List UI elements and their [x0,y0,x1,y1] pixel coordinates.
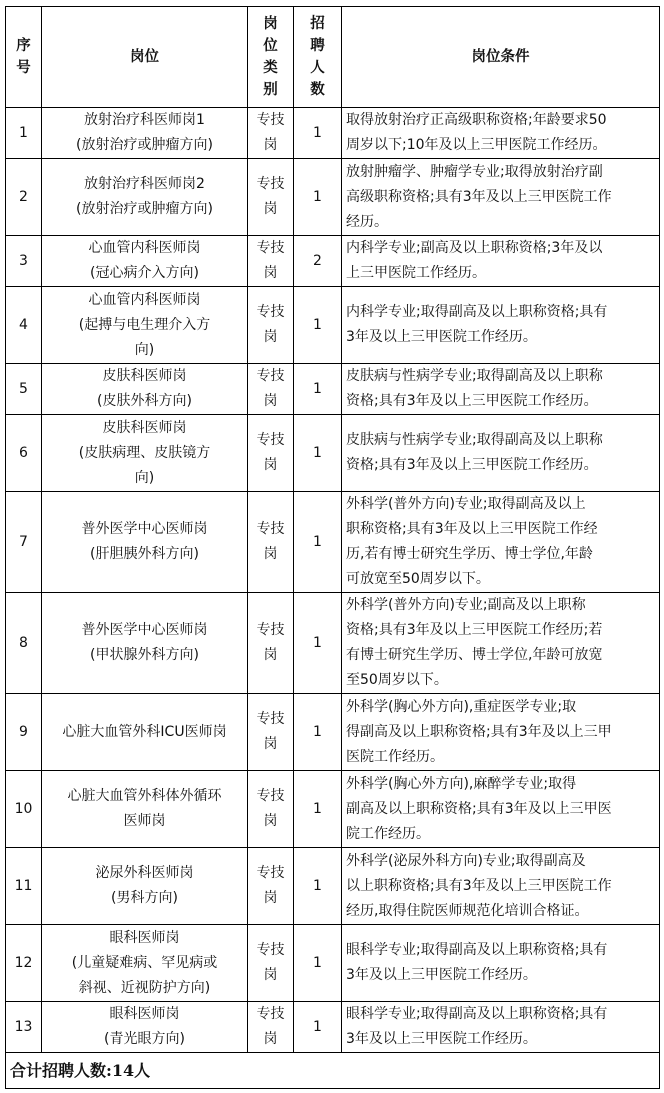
position-line: 皮肤科医师岗 [102,368,187,384]
cell-position [42,364,248,415]
cell-category [248,108,294,159]
requirement-line: 眼科学专业;取得副高及以上职称资格;具有 [346,942,608,958]
requirement-line: 眼科学专业;取得副高及以上职称资格;具有 [346,1006,608,1022]
position-line: 普外医学中心医师岗 [81,622,208,638]
requirement-line: 资格;具有3年及以上三甲医院工作经历。 [346,393,598,409]
requirement-line: 外科学(胸心外方向),麻醉学专业;取得 [346,775,577,792]
cell-position [42,415,248,492]
cell-count: 1 [294,287,342,364]
recruitment-table [5,6,660,1089]
requirement-line: 皮肤病与性病学专业;取得副高及以上职称 [346,432,603,448]
requirement-line: 3年及以上三甲医院工作经历。 [346,967,537,983]
category-line: 专技 [256,368,285,384]
cell-count: 2 [294,236,342,287]
category-line: 专技 [256,622,285,638]
cell-category [248,415,294,492]
category-line: 专技 [256,432,285,448]
category-line: 岗 [263,393,278,409]
position-line: 泌尿外科医师岗 [95,865,194,881]
cell-requirements [342,593,660,694]
cell-no: 13 [6,1002,42,1053]
header-count: 招 聘 人 数 [294,7,342,108]
category-line: 岗 [263,329,278,345]
cell-no: 10 [6,771,42,848]
cell-no: 11 [6,848,42,925]
cell-position [42,771,248,848]
requirement-line: 放射肿瘤学、肿瘤学专业;取得放射治疗副 [346,163,603,180]
cell-category [248,236,294,287]
position-line: (肝胆胰外科方向) [90,546,199,562]
cell-requirements [342,415,660,492]
cell-position [42,1002,248,1053]
table-row [6,415,660,492]
category-line: 岗 [263,813,278,829]
requirement-line: 外科学(胸心外方向),重症医学专业;取 [346,698,577,715]
total-text: 合计招聘人数:14人 [6,1053,660,1089]
category-line: 专技 [256,304,285,320]
position-line: (男科方向) [111,890,178,906]
position-line: (青光眼方向) [104,1031,185,1047]
cell-count: 1 [294,771,342,848]
category-line: 岗 [263,137,278,153]
cell-requirements [342,236,660,287]
cell-category [248,287,294,364]
cell-requirements [342,694,660,771]
cell-position [42,593,248,694]
requirement-line: 高级职称资格;具有3年及以上三甲医院工作 [346,188,612,205]
requirement-line: 职称资格;具有3年及以上三甲医院工作经 [346,521,598,537]
position-line: 向) [134,341,155,358]
table-row [6,771,660,848]
category-line: 岗 [263,647,278,663]
requirement-line: 经历。 [346,213,388,230]
cell-requirements [342,159,660,236]
cell-no: 8 [6,593,42,694]
table-row [6,848,660,925]
position-line: (皮肤外科方向) [97,393,192,409]
cell-count: 1 [294,593,342,694]
requirement-line: 3年及以上三甲医院工作经历。 [346,329,537,345]
category-line: 专技 [256,865,285,881]
cell-category [248,364,294,415]
category-line: 专技 [256,711,285,727]
table-row [6,492,660,593]
cell-no: 9 [6,694,42,771]
cell-category [248,771,294,848]
cell-requirements [342,848,660,925]
category-line: 专技 [256,176,285,192]
category-line: 岗 [263,967,278,983]
cell-category [248,925,294,1002]
cell-requirements [342,108,660,159]
requirement-line: 可放宽至50周岁以下。 [346,571,490,587]
requirement-line: 内科学专业;取得副高及以上职称资格;具有 [346,304,608,320]
header-requirements: 岗位条件 [342,7,660,108]
header-category: 岗 位 类 别 [248,7,294,108]
cell-count: 1 [294,108,342,159]
cell-category [248,159,294,236]
requirement-line: 皮肤病与性病学专业;取得副高及以上职称 [346,368,603,384]
position-line: 心血管内科医师岗 [88,240,201,256]
position-line: 普外医学中心医师岗 [81,521,208,537]
requirement-line: 得副高及以上职称资格;具有3年及以上三甲 [346,723,612,740]
category-line: 专技 [256,112,285,128]
cell-position [42,848,248,925]
cell-count: 1 [294,925,342,1002]
cell-requirements [342,925,660,1002]
cell-position [42,925,248,1002]
cell-count: 1 [294,694,342,771]
header-position: 岗位 [42,7,248,108]
position-line: 斜视、近视防护方向) [78,979,211,996]
category-line: 岗 [263,201,278,217]
requirement-line: 外科学(泌尿外科方向)专业;取得副高及 [346,852,586,869]
requirement-line: 历,若有博士研究生学历、博士学位,年龄 [346,546,593,562]
cell-no: 4 [6,287,42,364]
cell-no: 2 [6,159,42,236]
cell-no: 12 [6,925,42,1002]
position-line: 向) [134,469,155,486]
cell-position [42,108,248,159]
cell-count: 1 [294,364,342,415]
position-line: 心脏大血管外科ICU医师岗 [62,723,227,740]
position-line: (放射治疗或肿瘤方向) [76,137,213,153]
position-line: (起搏与电生理介入方 [78,316,211,333]
cell-category [248,492,294,593]
position-line: (皮肤病理、皮肤镜方 [78,444,211,461]
cell-category [248,848,294,925]
requirement-line: 院工作经历。 [346,825,430,842]
cell-position [42,236,248,287]
category-line: 专技 [256,942,285,958]
category-line: 岗 [263,546,278,562]
category-line: 岗 [263,890,278,906]
requirement-line: 内科学专业;副高及以上职称资格;3年及以 [346,240,603,256]
requirement-line: 医院工作经历。 [346,748,444,765]
cell-count: 1 [294,848,342,925]
category-line: 岗 [263,736,278,752]
category-line: 专技 [256,521,285,537]
table-row [6,925,660,1002]
table-row [6,694,660,771]
requirement-line: 有博士研究生学历、博士学位,年龄可放宽 [346,647,603,663]
cell-category [248,593,294,694]
cell-no: 7 [6,492,42,593]
cell-position [42,287,248,364]
cell-count: 1 [294,1002,342,1053]
header-row [6,7,660,108]
cell-position [42,694,248,771]
table-row [6,1002,660,1053]
position-line: (放射治疗或肿瘤方向) [76,201,213,217]
requirement-line: 外科学(普外方向)专业;取得副高及以上 [346,496,586,512]
table-row [6,236,660,287]
table-row [6,159,660,236]
table-row [6,108,660,159]
cell-no: 6 [6,415,42,492]
requirement-line: 周岁以下;10年及以上三甲医院工作经历。 [346,137,607,153]
position-line: 皮肤科医师岗 [102,419,187,436]
cell-position [42,492,248,593]
cell-requirements [342,287,660,364]
position-line: (儿童疑难病、罕见病或 [71,954,218,971]
requirement-line: 副高及以上职称资格;具有3年及以上三甲医 [346,800,612,817]
cell-position [42,159,248,236]
requirement-line: 资格;具有3年及以上三甲医院工作经历。 [346,457,598,473]
total-row [6,1053,660,1089]
category-line: 岗 [263,457,278,473]
category-line: 专技 [256,1006,285,1022]
cell-requirements [342,364,660,415]
position-line: 心血管内科医师岗 [88,291,201,308]
requirement-line: 取得放射治疗正高级职称资格;年龄要求50 [346,112,607,128]
category-line: 专技 [256,240,285,256]
requirement-line: 以上职称资格;具有3年及以上三甲医院工作 [346,877,612,894]
cell-category [248,694,294,771]
position-line: 眼科医师岗 [109,929,180,946]
table-row [6,364,660,415]
category-line: 岗 [263,1031,278,1047]
cell-no: 3 [6,236,42,287]
cell-count: 1 [294,159,342,236]
cell-count: 1 [294,415,342,492]
category-line: 岗 [263,265,278,281]
requirement-line: 经历,取得住院医师规范化培训合格证。 [346,902,589,919]
position-line: (冠心病介入方向) [90,265,199,281]
requirement-line: 3年及以上三甲医院工作经历。 [346,1031,537,1047]
cell-requirements [342,771,660,848]
position-line: 眼科医师岗 [109,1006,180,1022]
requirement-line: 资格;具有3年及以上三甲医院工作经历;若 [346,622,603,638]
category-line: 专技 [256,788,285,804]
position-line: 心脏大血管外科体外循环 [67,788,222,804]
position-line: (甲状腺外科方向) [90,647,199,663]
requirement-line: 上三甲医院工作经历。 [346,265,486,281]
position-line: 医师岗 [123,813,166,829]
cell-requirements [342,492,660,593]
cell-no: 5 [6,364,42,415]
header-no: 序 号 [6,7,42,108]
table-row [6,593,660,694]
requirement-line: 至50周岁以下。 [346,672,448,688]
position-line: 放射治疗科医师岗1 [84,112,205,128]
cell-no: 1 [6,108,42,159]
cell-category [248,1002,294,1053]
position-line: 放射治疗科医师岗2 [84,176,205,192]
table-row [6,287,660,364]
cell-requirements [342,1002,660,1053]
requirement-line: 外科学(普外方向)专业;副高及以上职称 [346,597,586,613]
cell-count: 1 [294,492,342,593]
